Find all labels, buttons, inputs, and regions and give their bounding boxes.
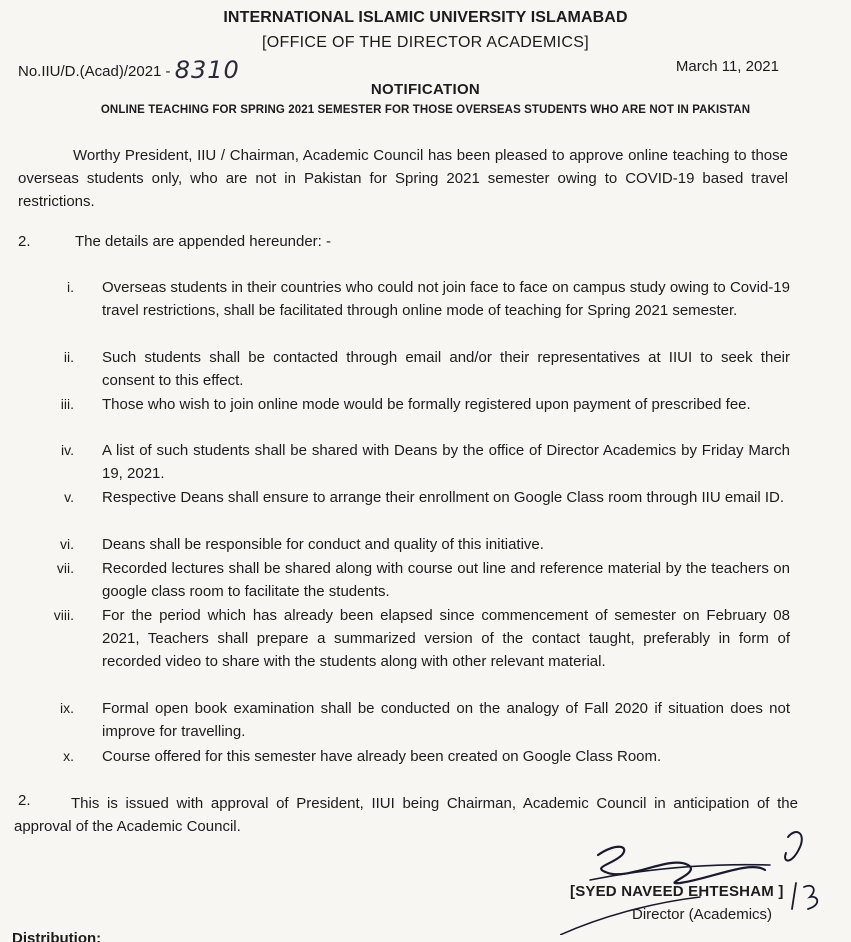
list-item-number: i. [67, 279, 74, 295]
intro-paragraph: Worthy President, IIU / Chairman, Academic Council has been pleased to approve online teaching to those overseas students only, who are not in Pakistan for Spring 2021 semester owing to COVID-19 based travel restrictions. [18, 147, 788, 210]
signatory-title: Director (Academics) [632, 906, 773, 923]
office-name: [OFFICE OF THE DIRECTOR ACADEMICS] [262, 34, 589, 51]
paragraph-3-number: 2. [18, 792, 31, 809]
list-item-text: Recorded lectures shall be shared along with course out line and reference material by the teachers on google class room to facilitate the students. [102, 560, 790, 600]
distribution-label: Distribution: [12, 930, 102, 942]
signatory-name: [SYED NAVEED EHTESHAM ] [570, 883, 784, 900]
notification-date: March 11, 2021 [675, 58, 779, 75]
list-item-number: ii. [63, 349, 74, 365]
list-item-text: Deans shall be responsible for conduct and quality of this initiative. [102, 536, 544, 553]
notification-title: NOTIFICATION [370, 81, 481, 98]
paragraph-2-text: The details are appended hereunder: - [75, 233, 332, 250]
list-item-text: Overseas students in their countries who could not join face to face on campus study owing to Covid-19 travel restrictions, shall be facilitated through online mode of teaching for Spring 2021 semester. [102, 279, 790, 319]
university-name: INTERNATIONAL ISLAMIC UNIVERSITY ISLAMABAD [223, 9, 628, 26]
list-item-text: Formal open book examination shall be conducted on the analogy of Fall 2020 if situation does not improve for travelling. [102, 700, 790, 740]
list-item-text: Respective Deans shall ensure to arrange their enrollment on Google Class room through IIU email ID. [102, 489, 785, 506]
paragraph-2-number: 2. [18, 233, 31, 250]
list-item-number: iii. [60, 396, 74, 412]
list-item-text: A list of such students shall be shared with Deans by the office of Director Academics by Friday March 19, 2021. [102, 442, 790, 482]
reference-prefix: No.IIU/D.(Acad)/2021 - [18, 63, 171, 80]
list-item-text: Such students shall be contacted through email and/or their representatives at IIUI to seek their consent to this effect. [102, 349, 790, 389]
notification-subject: ONLINE TEACHING FOR SPRING 2021 SEMESTER FOR THOSE OVERSEAS STUDENTS WHO ARE NOT IN PAKISTAN [100, 104, 751, 116]
list-item-text: Course offered for this semester have already been created on Google Class Room. [102, 748, 662, 765]
list-item-number: vi. [60, 536, 74, 552]
list-item-number: vii. [56, 560, 74, 576]
list-item-number: iv. [61, 442, 74, 458]
list-item-text: Those who wish to join online mode would be formally registered upon payment of prescribed fee. [102, 396, 751, 413]
handwritten-number: 8310 [174, 56, 240, 84]
list-item-number: viii. [53, 607, 74, 623]
list-item-text: For the period which has already been elapsed since commencement of semester on February 08 2021, Teachers shall prepare a summarized version of the contact taught, preferably in form of recorded video to share with the students along with other relevant material. [102, 607, 790, 670]
approval-text: This is issued with approval of President, IIUI being Chairman, Academic Council in anticipation of the approval of the Academic Council. [14, 795, 798, 835]
list-item-number: v. [64, 489, 74, 505]
reference-number [18, 56, 240, 84]
list-item-number: ix. [60, 700, 74, 716]
list-item-number: x. [63, 748, 74, 764]
